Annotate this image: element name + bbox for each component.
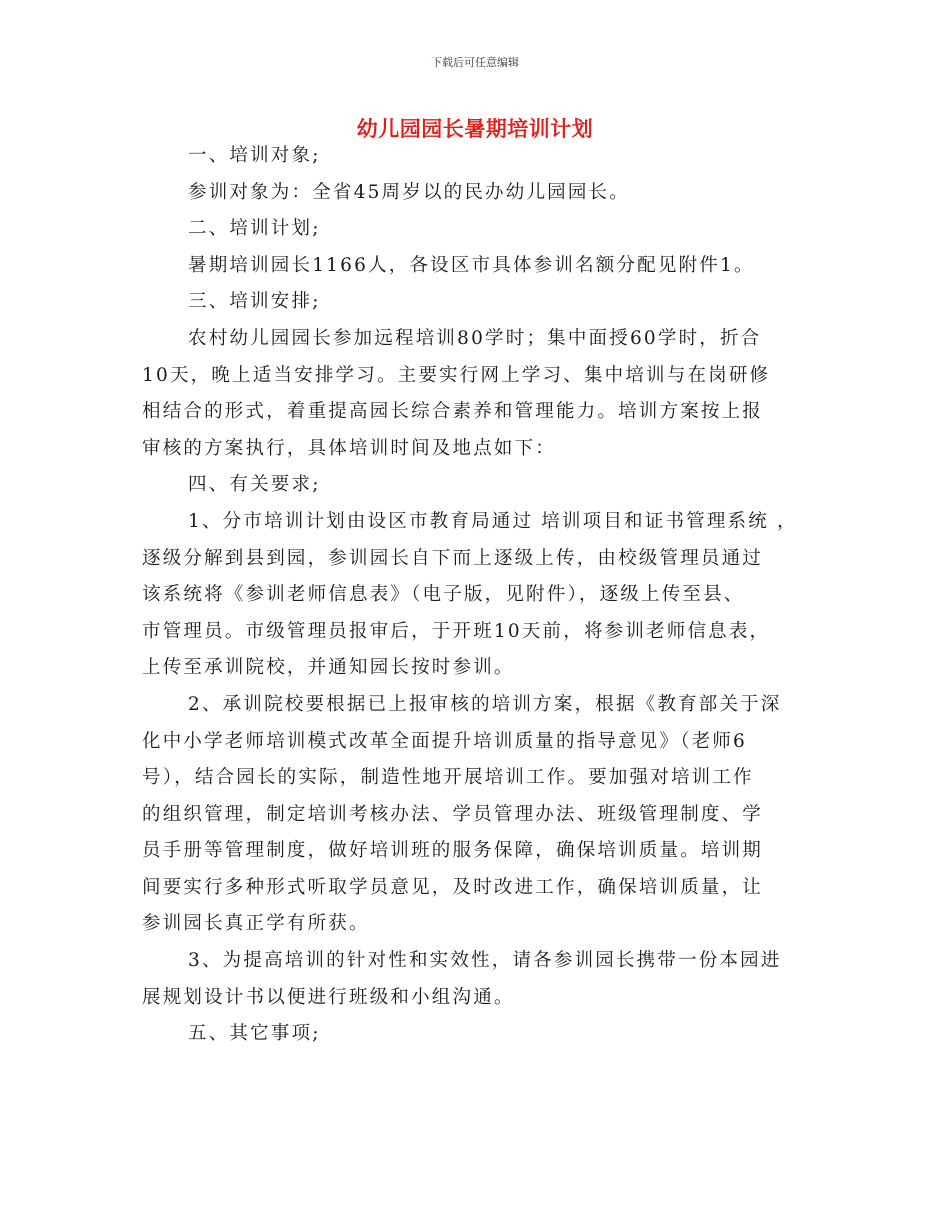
- paragraph-line: 化中小学老师培训模式改革全面提升培训质量的指导意见》（老师6: [142, 730, 748, 752]
- paragraph-line: 3、为提高培训的针对性和实效性，请各参训园长携带一份本园进: [188, 950, 782, 972]
- paragraph-line: 暑期培训园长1166人，各设区市具体参训名额分配见附件1。: [188, 254, 755, 276]
- paragraph-line: 员手册等管理制度，做好培训班的服务保障，确保培训质量。培训期: [142, 840, 764, 862]
- paragraph-line: 相结合的形式，着重提高园长综合素养和管理能力。培训方案按上报: [142, 401, 764, 423]
- paragraph-line: 2、承训院校要根据已上报审核的培训方案，根据《教育部关于深: [188, 693, 782, 715]
- paragraph-line: 间要实行多种形式听取学员意见，及时改进工作，确保培训质量，让: [142, 876, 764, 898]
- paragraph-line: 市管理员。市级管理员报审后，于开班10天前，将参训老师信息表，: [142, 620, 771, 642]
- paragraph-line: 展规划设计书以便进行班级和小组沟通。: [142, 986, 515, 1008]
- page-header-note: 下载后可任意编辑: [431, 56, 519, 69]
- section-heading-3: 三、培训安排;: [188, 291, 321, 313]
- paragraph-line: 农村幼儿园园长参加远程培训80学时；集中面授60学时，折合: [188, 327, 762, 349]
- paragraph-line: 号），结合园长的实际，制造性地开展培训工作。要加强对培训工作: [142, 767, 754, 789]
- paragraph-line: 10天，晚上适当安排学习。主要实行网上学习、集中培训与在岗研修: [142, 364, 771, 386]
- section-heading-1: 一、培训对象;: [188, 145, 321, 166]
- paragraph-line: 参训对象为：全省45周岁以的民办幼儿园园长。: [188, 181, 630, 203]
- paragraph-line: 参训园长真正学有所获。: [142, 913, 370, 935]
- paragraph-line: 的组织管理，制定培训考核办法、学员管理办法、班级管理制度、学: [142, 803, 764, 825]
- document-body: [142, 138, 802, 1053]
- paragraph-line: 1、分市培训计划由设区市教育局通过 培训项目和证书管理系统 ，: [188, 510, 798, 532]
- section-heading-4: 四、有关要求;: [188, 474, 321, 496]
- section-heading-2: 二、培训计划;: [188, 218, 321, 240]
- document-title: 幼儿园园长暑期培训计划: [356, 116, 594, 141]
- section-heading-5: 五、其它事项;: [188, 1023, 321, 1045]
- paragraph-line: 审核的方案执行，具体培训时间及地点如下：: [142, 437, 557, 459]
- paragraph-line: 该系统将《参训老师信息表》（电子版，见附件），逐级上传至县、: [142, 584, 745, 606]
- paragraph-line: 逐级分解到县到园，参训园长自下而上逐级上传，由校级管理员通过: [142, 547, 764, 569]
- paragraph-line: 上传至承训院校，并通知园长按时参训。: [142, 657, 515, 679]
